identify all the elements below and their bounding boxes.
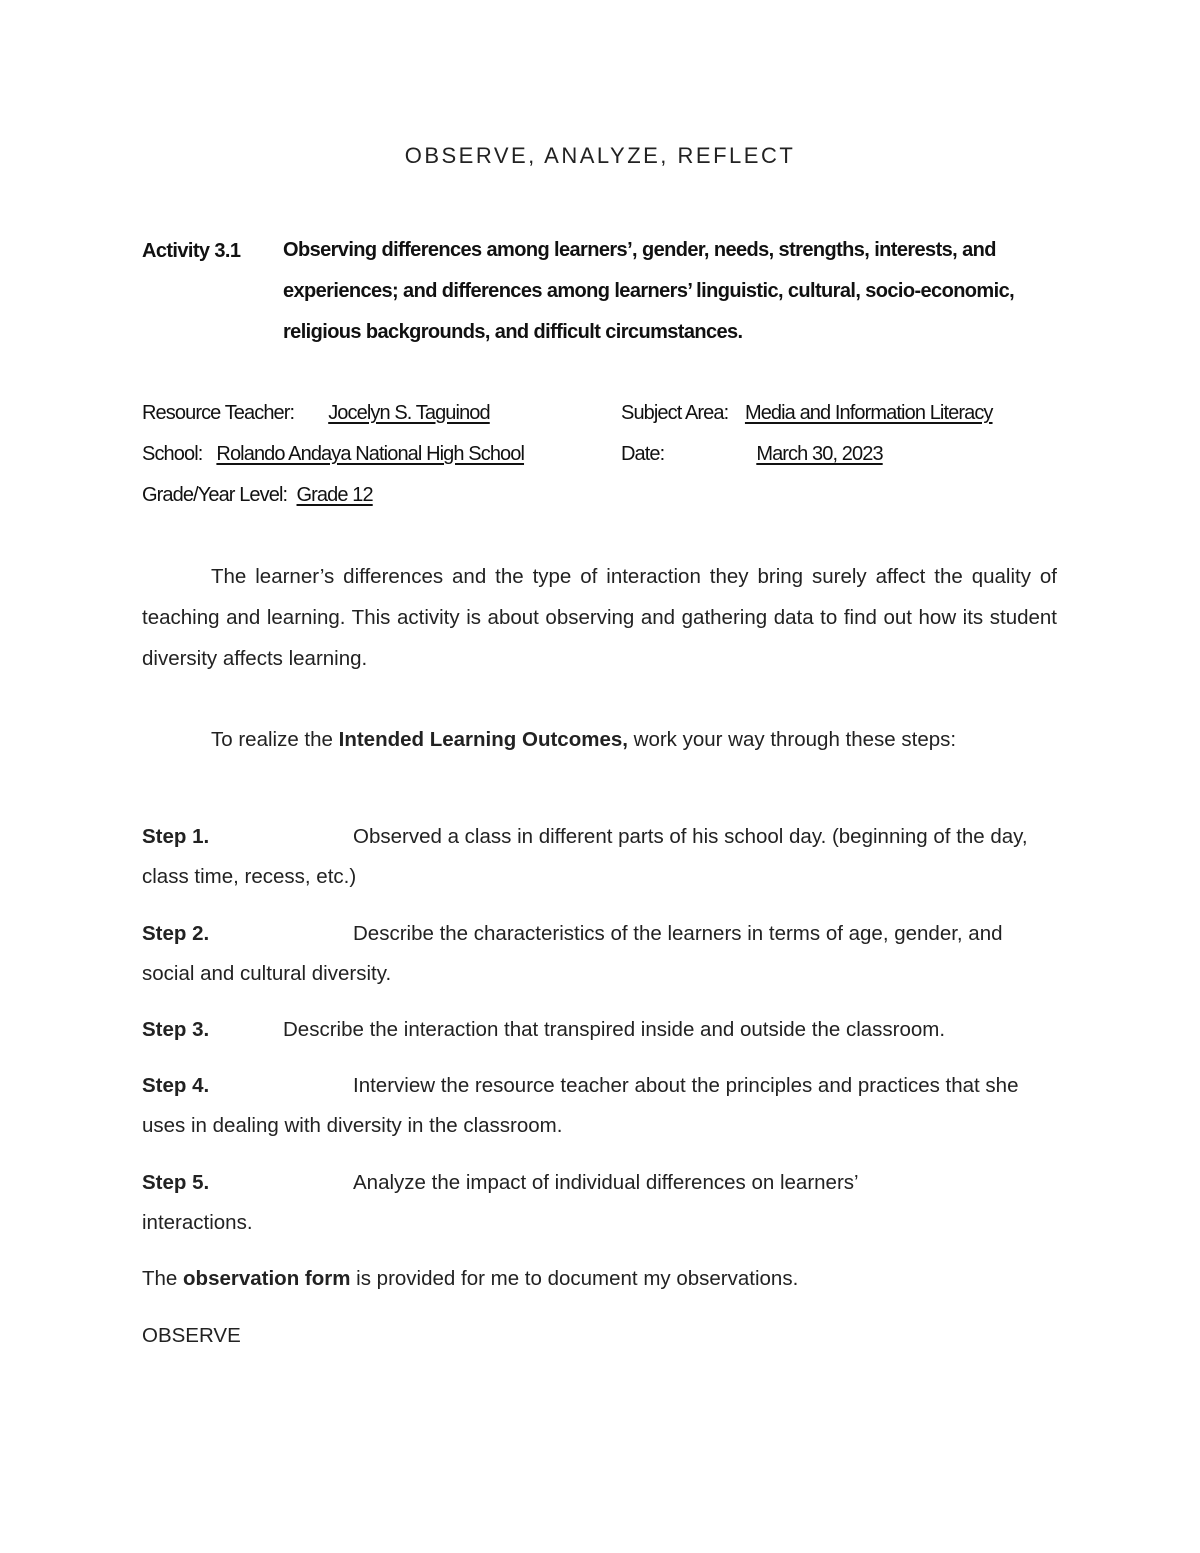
date-label: Date: [621,443,665,465]
intro-paragraph: The learner’s differences and the type of interaction they bring surely affect the quality of teaching and learning. This activity is about observing and gathering data to find out how its student diversity affects learning. [142,565,1057,670]
section-heading-observe: OBSERVE [142,1324,241,1347]
date-value: March 30, 2023 [756,443,883,465]
ilo-suffix: work your way through these steps: [627,728,957,751]
step-3-label: Step 3. [142,1018,210,1041]
step-2 [142,914,1057,994]
grade-row [142,484,373,507]
school-value: Rolando Andaya National High School [216,443,525,465]
observation-note-bold: observation form [183,1267,351,1290]
ilo-bold: Intended Learning Outcomes, [338,728,628,751]
ilo-paragraph [142,719,1012,760]
subject-area-label: Subject Area: [621,402,729,424]
step-2-text: Describe the characteristics of the learners in terms of age, gender, and social and cultural diversity. [142,922,1003,985]
resource-teacher-label: Resource Teacher: [142,402,295,424]
resource-teacher-value: Jocelyn S. Taguinod [328,402,490,424]
step-5-text: Analyze the impact of individual differences on learners’ interactions. [142,1171,858,1234]
grade-value: Grade 12 [296,484,373,506]
step-1 [142,817,1057,897]
step-1-label: Step 1. [142,825,210,848]
step-4-text: Interview the resource teacher about the principles and practices that she uses in dealing with diversity in the classroom. [142,1074,1019,1137]
activity-label: Activity 3.1 [142,240,241,262]
step-5 [142,1163,962,1243]
school-label: School: [142,443,203,465]
grade-label: Grade/Year Level: [142,484,288,506]
step-1-text: Observed a class in different parts of his school day. (beginning of the day, class time, recess, etc.) [142,825,1028,888]
observation-note [142,1267,798,1291]
step-4 [142,1066,1042,1146]
ilo-prefix: To realize the [211,728,339,751]
resource-teacher-row [142,402,492,425]
page-title: OBSERVE, ANALYZE, REFLECT [404,143,796,168]
step-4-label: Step 4. [142,1074,210,1097]
date-row [621,443,1037,466]
step-3-text: Describe the interaction that transpired inside and outside the classroom. [283,1018,946,1041]
step-3 [142,1010,1057,1050]
school-row [142,443,524,466]
activity-title: Observing differences among learners’, gender, needs, strengths, interests, and experiences; and differences among learners’ linguistic, cultural, socio-economic, religious backgrounds, and difficult circumstances. [283,239,1015,343]
step-2-label: Step 2. [142,922,210,945]
step-5-label: Step 5. [142,1171,210,1194]
observation-note-prefix: The [142,1267,184,1290]
subject-area-value: Media and Information Literacy [744,402,993,424]
subject-area-row [621,402,993,425]
observation-note-suffix: is provided for me to document my observations. [350,1267,799,1290]
